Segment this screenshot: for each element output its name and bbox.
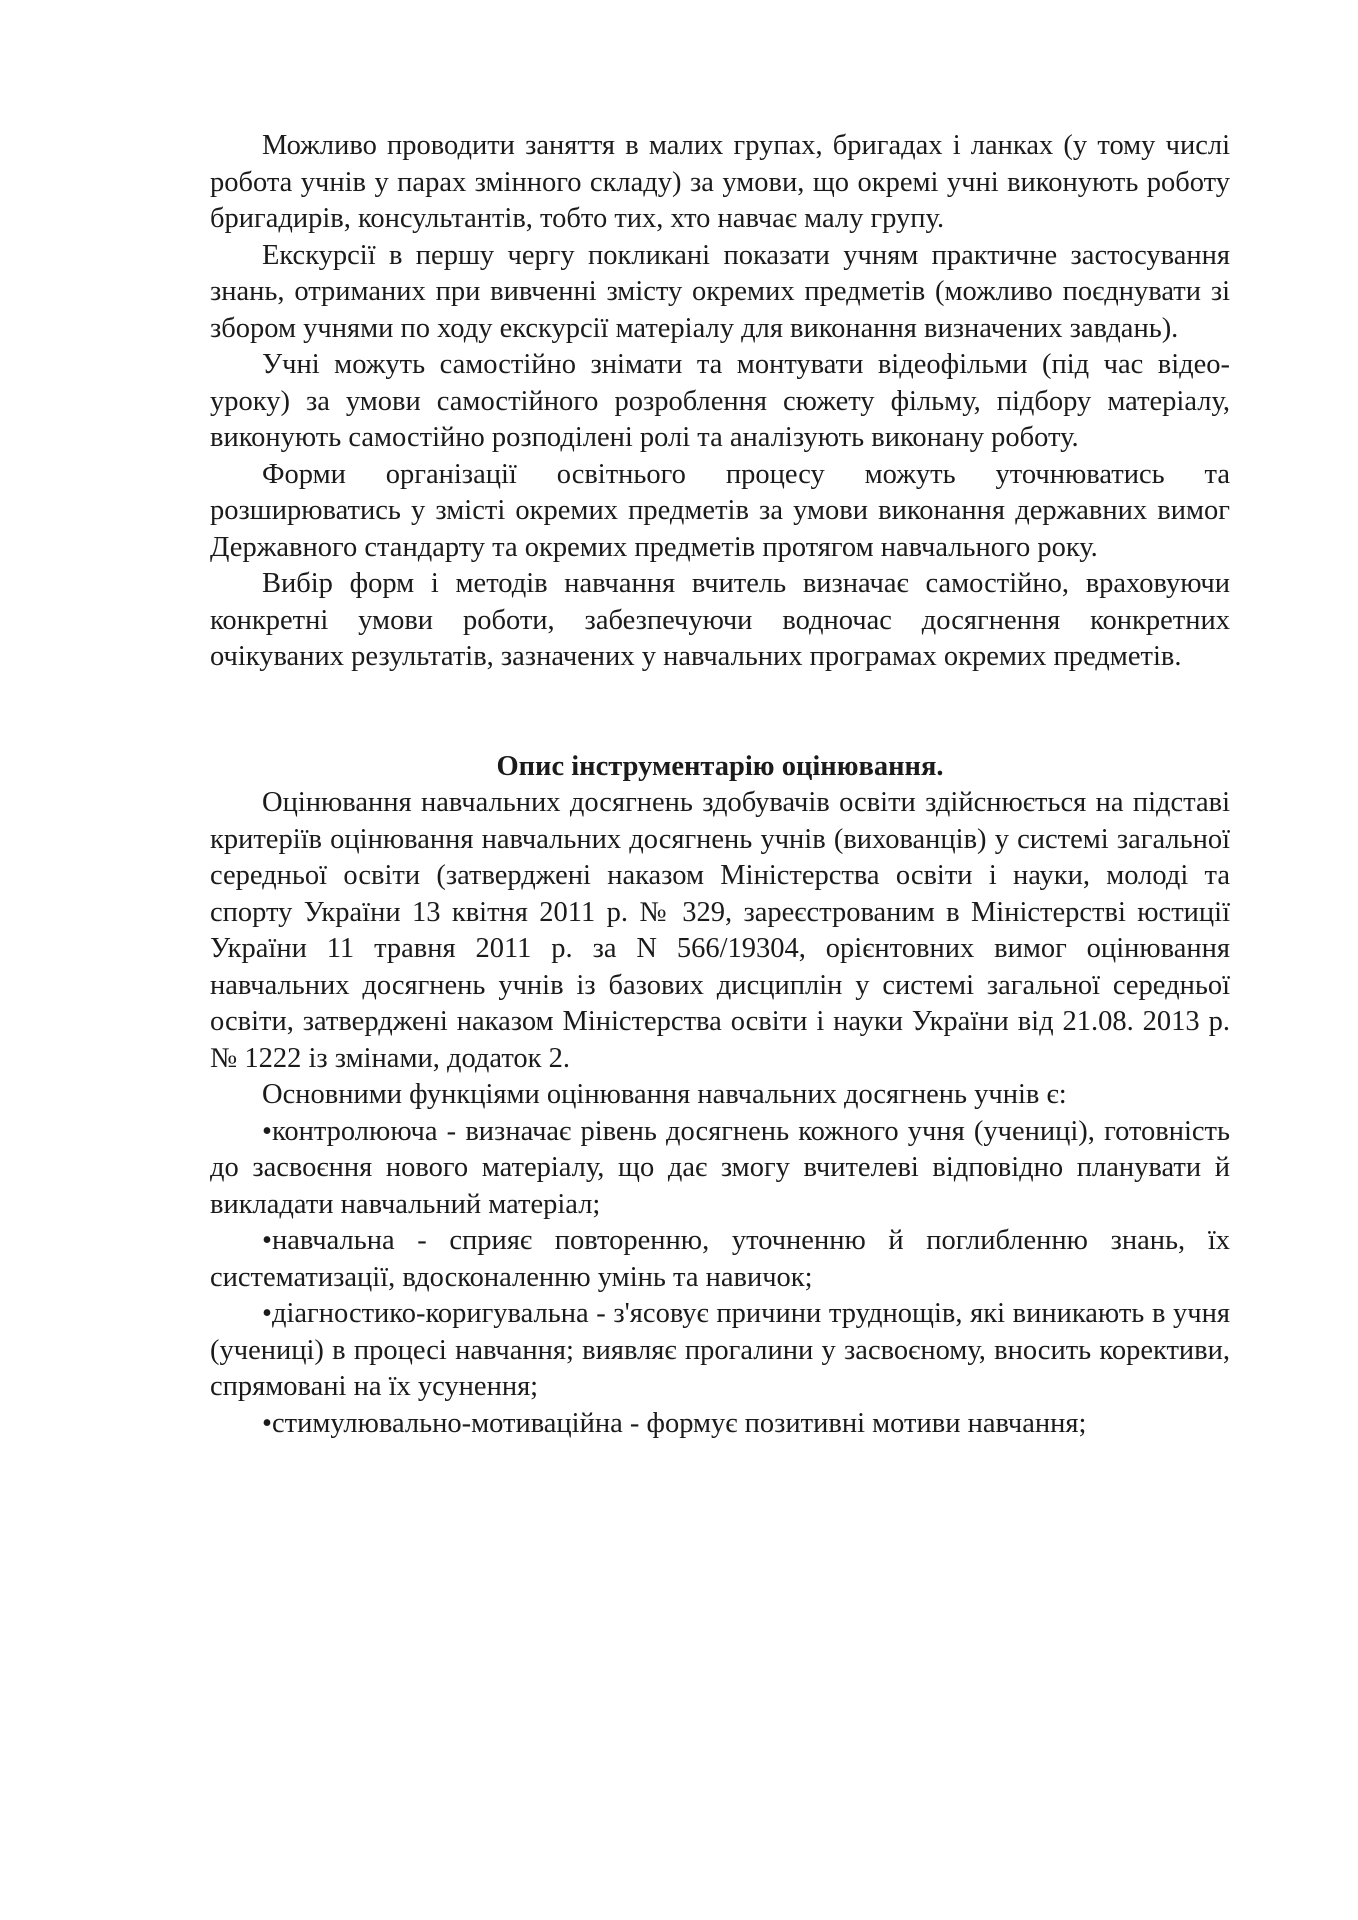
section-heading: Опис інструментарію оцінювання. [496, 750, 944, 782]
paragraph-assessment-functions: Основними функціями оцінювання навчальних досягнень учнів є: [262, 1079, 1067, 1110]
paragraph-assessment-criteria: Оцінювання навчальних досягнень здобувачів освіти здійснюється на підставі критеріїв оцінювання навчальних досягнень учнів (вихованців) у системі загальної середньої освіти (затверджені наказом Міністерства освіти і науки, молоді та спорту України 13 квітня 2011 р. № 329, зареєстрованим в Міністерстві юстиції України 11 травня 2011 р. за N 566/19304, орієнтовних вимог оцінювання навчальних досягнень учнів із базових дисциплін у системі загальної середньої освіти, затверджені наказом Міністерства освіти і науки України від 21.08. 2013 р. № 1222 із змінами, додаток 2. [210, 787, 1230, 1074]
paragraph-excursions: Екскурсії в першу чергу покликані показати учням практичне застосування знань, отриманих при вивченні змісту окремих предметів (можливо поєднувати зі збором учнями по ходу екскурсії матеріалу для виконання визначених завдань). [210, 239, 1230, 344]
paragraph-methods-choice: Вибір форм і методів навчання вчитель визначає самостійно, враховуючи конкретні умови роботи, забезпечуючи водночас досягнення конкретних очікуваних результатів, зазначених у навчальних програмах окремих предметів. [210, 568, 1230, 672]
list-item-motivational: •стимулювально-мотиваційна - формує позитивні мотиви навчання; [262, 1407, 1087, 1439]
list-item-diagnostic: •діагностико-коригувальна - з'ясовує причини труднощів, які виникають в учня (учениці) в процесі навчання; виявляє прогалини у засвоєному, вносить корективи, спрямовані на їх усунення; [210, 1298, 1230, 1402]
paragraph-small-groups: Можливо проводити заняття в малих групах, бригадах і ланках (у тому числі робота учнів у парах змінного складу) за умови, що окремі учні виконують роботу бригадирів, консультантів, тобто тих, хто навчає малу групу. [210, 130, 1230, 234]
list-item-educational: •навчальна - сприяє повторенню, уточненню й поглибленню знань, їх систематизації, вдосконаленню умінь та навичок; [210, 1225, 1230, 1293]
list-item-controlling: •контролююча - визначає рівень досягнень кожного учня (учениці), готовність до засвоєння нового матеріалу, що дає змогу вчителеві відповідно планувати й викладати навчальний матеріал; [210, 1115, 1230, 1220]
paragraph-organization-forms: Форми організації освітнього процесу можуть уточнюватись та розширюватись у змісті окремих предметів за умови виконання державних вимог Державного стандарту та окремих предметів протягом навчального року. [210, 458, 1230, 563]
document-page [210, 128, 1230, 1442]
paragraph-video-lessons: Учні можуть самостійно знімати та монтувати відеофільми (під час відео-уроку) за умови самостійного розроблення сюжету фільму, підбору матеріалу, виконують самостійно розподілені ролі та аналізують виконану роботу. [210, 349, 1230, 453]
